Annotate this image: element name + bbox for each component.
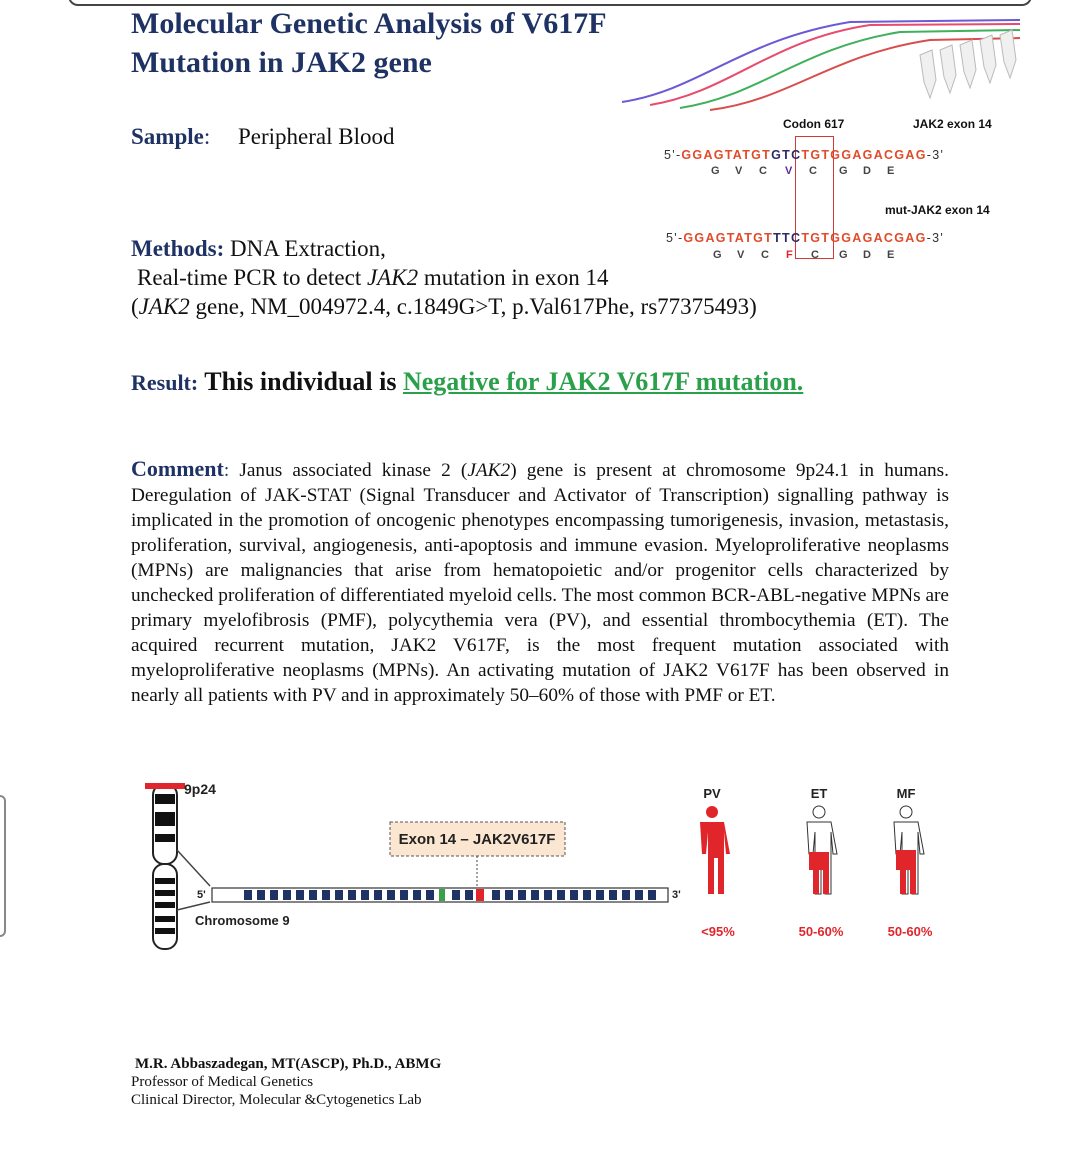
svg-text:50-60%: 50-60% [887,924,933,939]
exon-green-marker [439,889,445,901]
svg-text:<95%: <95% [701,924,735,939]
wt-exon-label: JAK2 exon 14 [913,117,992,131]
three-prime-label: 3' [672,889,681,901]
signature-name: M.R. Abbaszadegan, MT(ASCP), Ph.D., ABMG [135,1056,442,1072]
sample-value: Peripheral Blood [237,124,395,149]
page-side-frame [0,795,6,937]
pcr-curve-purple [622,20,1020,102]
result-row [131,367,803,397]
sample-label: Sample [131,124,204,149]
zoom-line-bottom [177,902,210,910]
svg-text:PV: PV [703,786,721,801]
pcr-curves-illustration [620,10,1025,115]
sequence-figure: Codon 617 JAK2 exon 14 5'-GGAGTATGTGTCTGTGGAGACGAG-3' G V C V C G D E mut-JAK2 exon 14 5'-GGAGTATGTTTCTGTGGAGACGAG-3' G V C F C G D E [664,117,992,261]
svg-text:MF: MF [896,786,916,801]
comment-label: Comment [131,456,224,481]
jak2-diagram [140,770,1000,960]
methods-line-3: (JAK2 gene, NM_004972.4, c.1849G>T, p.Val617Phe, rs77375493) [131,294,757,319]
signature-block [131,1055,441,1109]
page-title [131,4,607,82]
9p24-marker [145,783,185,789]
figure-pv [700,786,735,939]
wt-sequence: 5'-GGAGTATGTGTCTGTGGAGACGAG-3' [664,148,945,162]
comment-paragraph: Comment: Janus associated kinase 2 (JAK2) gene is present at chromosome 9p24.1 in humans. Deregulation of JAK-STAT (Signal Transducer and Activator of Transcription) signalling pathway is implicated in the promotion of oncogenic phenotypes encompassing tumorigenesis, invasion, metastasis, proliferation, survival, angiogenesis, anti-apoptosis and immune evasion. Myeloproliferative neoplasms (MPNs) are malignancies that arise from hematopoietic and/or progenitor cells characterized by unchecked proliferation of differentiated myeloid cells. The most common BCR-ABL-negative MPNs are primary myelofibrosis (PMF), polycythemia vera (PV), and essential thrombocythemia (ET). The acquired recurrent mutation, JAK2 V617F, is the most frequent mutation associated with myeloproliferative neoplasms (MPNs). An activating mutation of JAK2 V617F has been observed in nearly all patients with PV and in approximately 50–60% of those with PMF or ET. [131,456,949,706]
result-finding: Negative for JAK2 V617F mutation. [402,367,804,396]
zoom-line-top [177,850,210,886]
chromosome-9-ideogram [145,783,185,949]
signature-role: Clinical Director, Molecular &Cytogenetics Lab [131,1092,422,1108]
mut-sequence: 5'-GGAGTATGTTTCTGTGGAGACGAG-3' [666,231,945,245]
methods-label: Methods: [131,236,225,261]
pcr-tube-4 [980,35,996,83]
chromosome-label: Chromosome 9 [195,913,290,928]
codon-label: Codon 617 [783,117,845,131]
title-line-1: Molecular Genetic Analysis of V617F [131,7,607,40]
signature-title: Professor of Medical Genetics [131,1074,314,1090]
band-label: 9p24 [184,781,216,797]
exon-callout-label: Exon 14 – JAK2V617F [398,831,556,848]
svg-text:50-60%: 50-60% [798,924,844,939]
title-line-2: Mutation in JAK2 gene [131,46,432,79]
exon-14-marker [476,889,484,901]
five-prime-label: 5' [197,889,206,901]
figure-mf [888,786,933,939]
methods-line-2: Real-time PCR to detect JAK2 mutation in exon 14 [137,265,609,290]
result-text: This individual is [204,367,397,396]
methods-line-1: Methods: DNA Extraction, [131,236,386,261]
methods-block [131,234,757,321]
sample-row: Sample: Peripheral Blood [131,124,395,149]
pcr-tube-3 [960,40,976,88]
result-label: Result: [131,370,199,395]
pcr-tube-2 [940,45,956,93]
pcr-tube-1 [920,50,936,98]
mut-exon-label: mut-JAK2 exon 14 [885,203,990,217]
figure-et [799,786,844,939]
svg-text:ET: ET [810,786,828,801]
